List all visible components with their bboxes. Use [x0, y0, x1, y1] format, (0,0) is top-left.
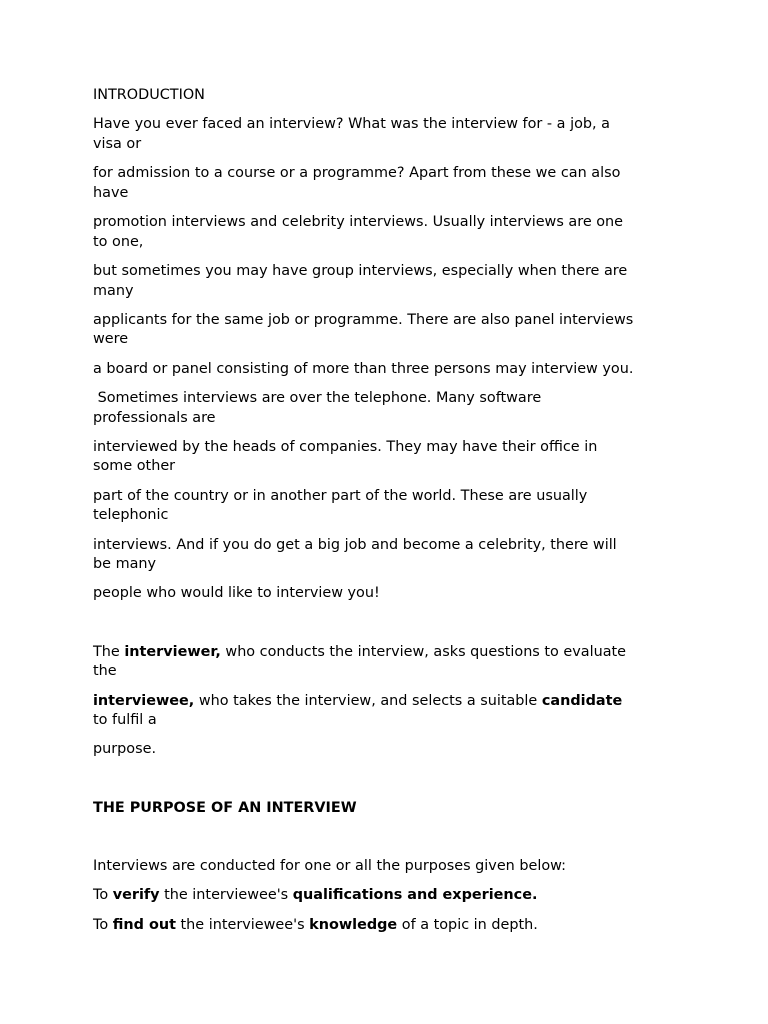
term-candidate: candidate: [541, 692, 623, 709]
intro-line: applicants for the same job or programme. There are also panel interviews were: [93, 311, 634, 348]
intro-line: promotion interviews and celebrity interviews. Usually interviews are one to one,: [93, 214, 624, 250]
intro-line: a board or panel consisting of more than three persons may interview you.: [93, 360, 634, 377]
roles-paragraph-interviewee: interviewee, who takes the interview, and selects a suitable candidate to fulfil a: [93, 692, 623, 729]
spacer: [93, 828, 683, 857]
intro-line: people who would like to interview you!: [93, 585, 380, 602]
intro-line: interviewed by the heads of companies. They may have their office in some other: [93, 438, 598, 475]
document-page: [93, 86, 683, 945]
intro-line: Sometimes interviews are over the telephone. Many software professionals are: [93, 389, 542, 426]
intro-line: part of the country or in another part of the world. These are usually telephonic: [93, 487, 588, 524]
section-heading: THE PURPOSE OF AN INTERVIEW: [93, 799, 357, 816]
purpose-item-verify: To verify the interviewee's qualifications and experience.: [93, 887, 538, 904]
intro-line: Have you ever faced an interview? What was the interview for - a job, a visa or: [93, 116, 610, 152]
term-interviewee: interviewee,: [93, 692, 195, 709]
intro-line: for admission to a course or a programme? Apart from these we can also have: [93, 165, 621, 201]
intro-line: but sometimes you may have group interviews, especially when there are many: [93, 262, 628, 299]
intro-line: interviews. And if you do get a big job and become a celebrity, there will be many: [93, 536, 617, 573]
purpose-item-find-out: To find out the interviewee's knowledge of a topic in depth.: [93, 916, 538, 933]
intro-paragraphs: [93, 115, 683, 604]
intro-heading: INTRODUCTION: [93, 87, 205, 103]
spacer: [93, 770, 683, 799]
term-interviewer: interviewer,: [124, 643, 221, 660]
roles-paragraph-purpose: purpose.: [93, 741, 157, 758]
purpose-intro: Interviews are conducted for one or all the purposes given below:: [93, 858, 566, 875]
spacer: [93, 614, 683, 643]
roles-paragraph-interviewer: The interviewer, who conducts the interview, asks questions to evaluate the: [93, 643, 627, 680]
